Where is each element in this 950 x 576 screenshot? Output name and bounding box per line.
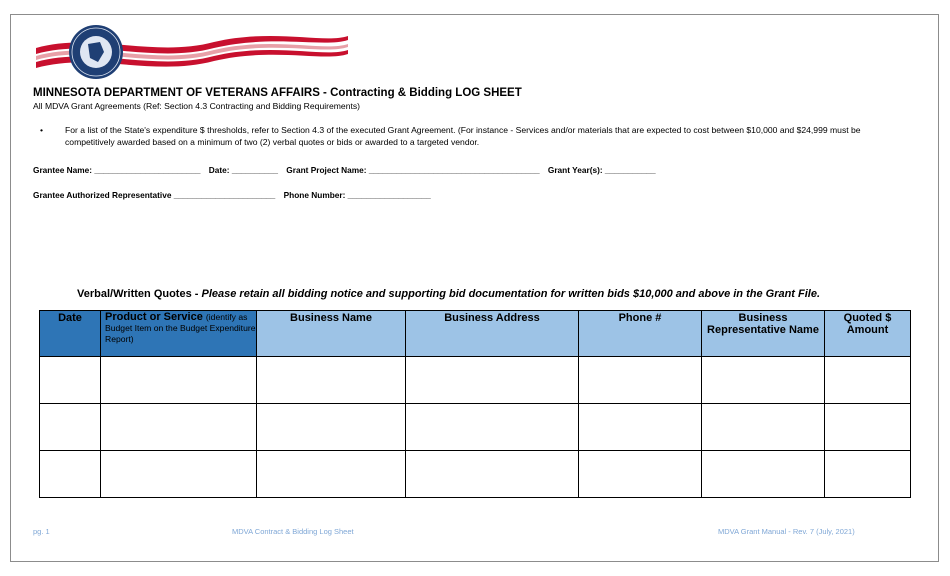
amount-cell[interactable]: [825, 404, 911, 451]
amount-cell[interactable]: [825, 451, 911, 498]
product-service-note: (identify as Budget Item on the Budget Expenditure Report): [105, 312, 256, 344]
grantee-info-row: [33, 165, 662, 175]
representative-name-header: Business Representative Name: [702, 311, 825, 357]
quotes-heading-label: Verbal/Written Quotes -: [77, 288, 202, 300]
bullet-icon: •: [40, 125, 44, 135]
representative-cell[interactable]: [702, 357, 825, 404]
quotes-heading-instruction: Please retain all bidding notice and supporting bid documentation for written bids $10,000 and above in the Grant File.: [201, 288, 821, 300]
phone-cell[interactable]: [579, 404, 702, 451]
footer-manual-revision: MDVA Grant Manual - Rev. 7 (July, 2021): [718, 527, 855, 536]
product-cell[interactable]: [101, 357, 257, 404]
quotes-table: [39, 310, 911, 498]
product-service-label: Product or Service: [105, 311, 203, 323]
footer-document-name: MDVA Contract & Bidding Log Sheet: [232, 527, 354, 536]
date-header: Date: [40, 311, 101, 357]
date-field[interactable]: Date: __________: [208, 165, 278, 175]
table-row: [40, 357, 911, 404]
table-row: [40, 404, 911, 451]
quotes-heading: [77, 288, 820, 300]
business-name-cell[interactable]: [257, 357, 406, 404]
phone-cell[interactable]: [579, 357, 702, 404]
footer-page-number: pg. 1: [33, 527, 50, 536]
business-name-header: Business Name: [257, 311, 406, 357]
date-cell[interactable]: [40, 451, 101, 498]
representative-cell[interactable]: [702, 451, 825, 498]
phone-cell[interactable]: [579, 451, 702, 498]
threshold-note-text: For a list of the State's expenditure $ thresholds, refer to Section 4.3 of the executed Grant Agreement. (For instance - Services and/or materials that are expected to cost between $10,000 and $24,999 must be competitively awarded based on a minimum of two (2) verbal quotes or bids or awarded to a targeted vendor.: [65, 125, 861, 147]
amount-cell[interactable]: [825, 357, 911, 404]
quoted-amount-header: Quoted $ Amount: [825, 311, 911, 357]
product-service-header: [101, 311, 257, 357]
date-cell[interactable]: [40, 357, 101, 404]
business-address-header: Business Address: [406, 311, 579, 357]
business-name-cell[interactable]: [257, 451, 406, 498]
business-address-cell[interactable]: [406, 404, 579, 451]
grant-years-field[interactable]: Grant Year(s): ___________: [547, 165, 656, 175]
page-subtitle: All MDVA Grant Agreements (Ref: Section 4.3 Contracting and Bidding Requirements): [33, 101, 361, 111]
table-row: [40, 451, 911, 498]
business-address-cell[interactable]: [406, 357, 579, 404]
product-cell[interactable]: [101, 451, 257, 498]
representative-row: [33, 190, 437, 200]
authorized-representative-field[interactable]: Grantee Authorized Representative ______________________: [33, 190, 276, 200]
date-cell[interactable]: [40, 404, 101, 451]
representative-cell[interactable]: [702, 404, 825, 451]
page-title: MINNESOTA DEPARTMENT OF VETERANS AFFAIRS - Contracting & Bidding LOG SHEET: [33, 87, 522, 99]
mdva-logo: [34, 22, 350, 86]
quotes-header-row: [40, 311, 911, 357]
business-name-cell[interactable]: [257, 404, 406, 451]
phone-header: Phone #: [579, 311, 702, 357]
business-address-cell[interactable]: [406, 451, 579, 498]
phone-number-field[interactable]: Phone Number: __________________: [283, 190, 431, 200]
grant-project-name-field[interactable]: Grant Project Name: _____________________________________: [286, 165, 540, 175]
grantee-name-field[interactable]: Grantee Name: _______________________: [33, 165, 201, 175]
product-cell[interactable]: [101, 404, 257, 451]
